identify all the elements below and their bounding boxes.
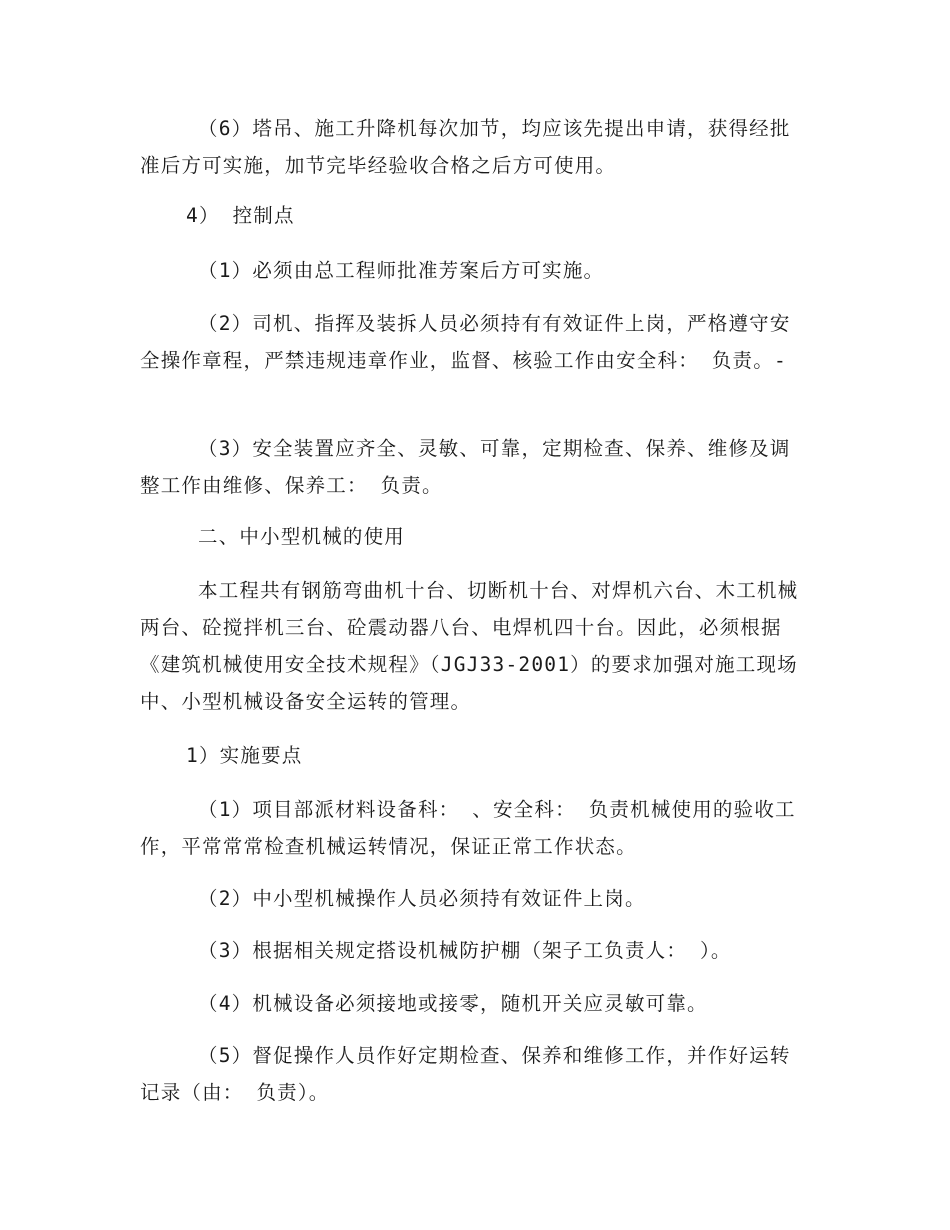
- paragraph-impl-5: （5）督促操作人员作好定期检查、保养和维修工作，并作好运转记录（由： 负责）。: [140, 1044, 791, 1104]
- paragraph-impl-1: （1）项目部派材料设备科： 、安全科： 负责机械使用的验收工作，平常常常检查机械运转情况，保证正常工作状态。: [140, 798, 796, 858]
- paragraph-control-1: （1）必须由总工程师批准芳案后方可实施。: [198, 259, 605, 282]
- paragraph-machinery-intro: 本工程共有钢筋弯曲机十台、切断机十台、对焊机六台、木工机械两台、砼搅拌机三台、砼震动器八台、电焊机四十台。因此，必须根据《建筑机械使用安全技术规程》（JGJ33-2001）的要求加强对施工现场中、小型机械设备安全运转的管理。: [140, 579, 799, 713]
- paragraph-control-2: （2）司机、指挥及装拆人员必须持有有效证件上岗，严格遵守安全操作章程，严禁违规违章作业，监督、核验工作由安全科： 负责。-: [140, 312, 791, 372]
- paragraph-tower-crane-section: （6）塔吊、施工升降机每次加节，均应该先提出申请，获得经批准后方可实施，加节完毕经验收合格之后方可使用。: [140, 117, 791, 177]
- paragraph-control-3: （3）安全装置应齐全、灵敏、可靠，定期检查、保养、维修及调整工作由维修、保养工： 负责。: [140, 437, 791, 497]
- heading-control-points: 4） 控制点: [186, 204, 295, 227]
- paragraph-impl-2: （2）中小型机械操作人员必须持有效证件上岗。: [198, 887, 646, 910]
- heading-small-machinery: 二、中小型机械的使用: [198, 525, 406, 548]
- heading-implementation-points: 1）实施要点: [186, 744, 303, 767]
- paragraph-impl-4: （4）机械设备必须接地或接零，随机开关应灵敏可靠。: [198, 992, 708, 1015]
- paragraph-impl-3: （3）根据相关规定搭设机械防护棚（架子工负责人： ）。: [198, 939, 732, 962]
